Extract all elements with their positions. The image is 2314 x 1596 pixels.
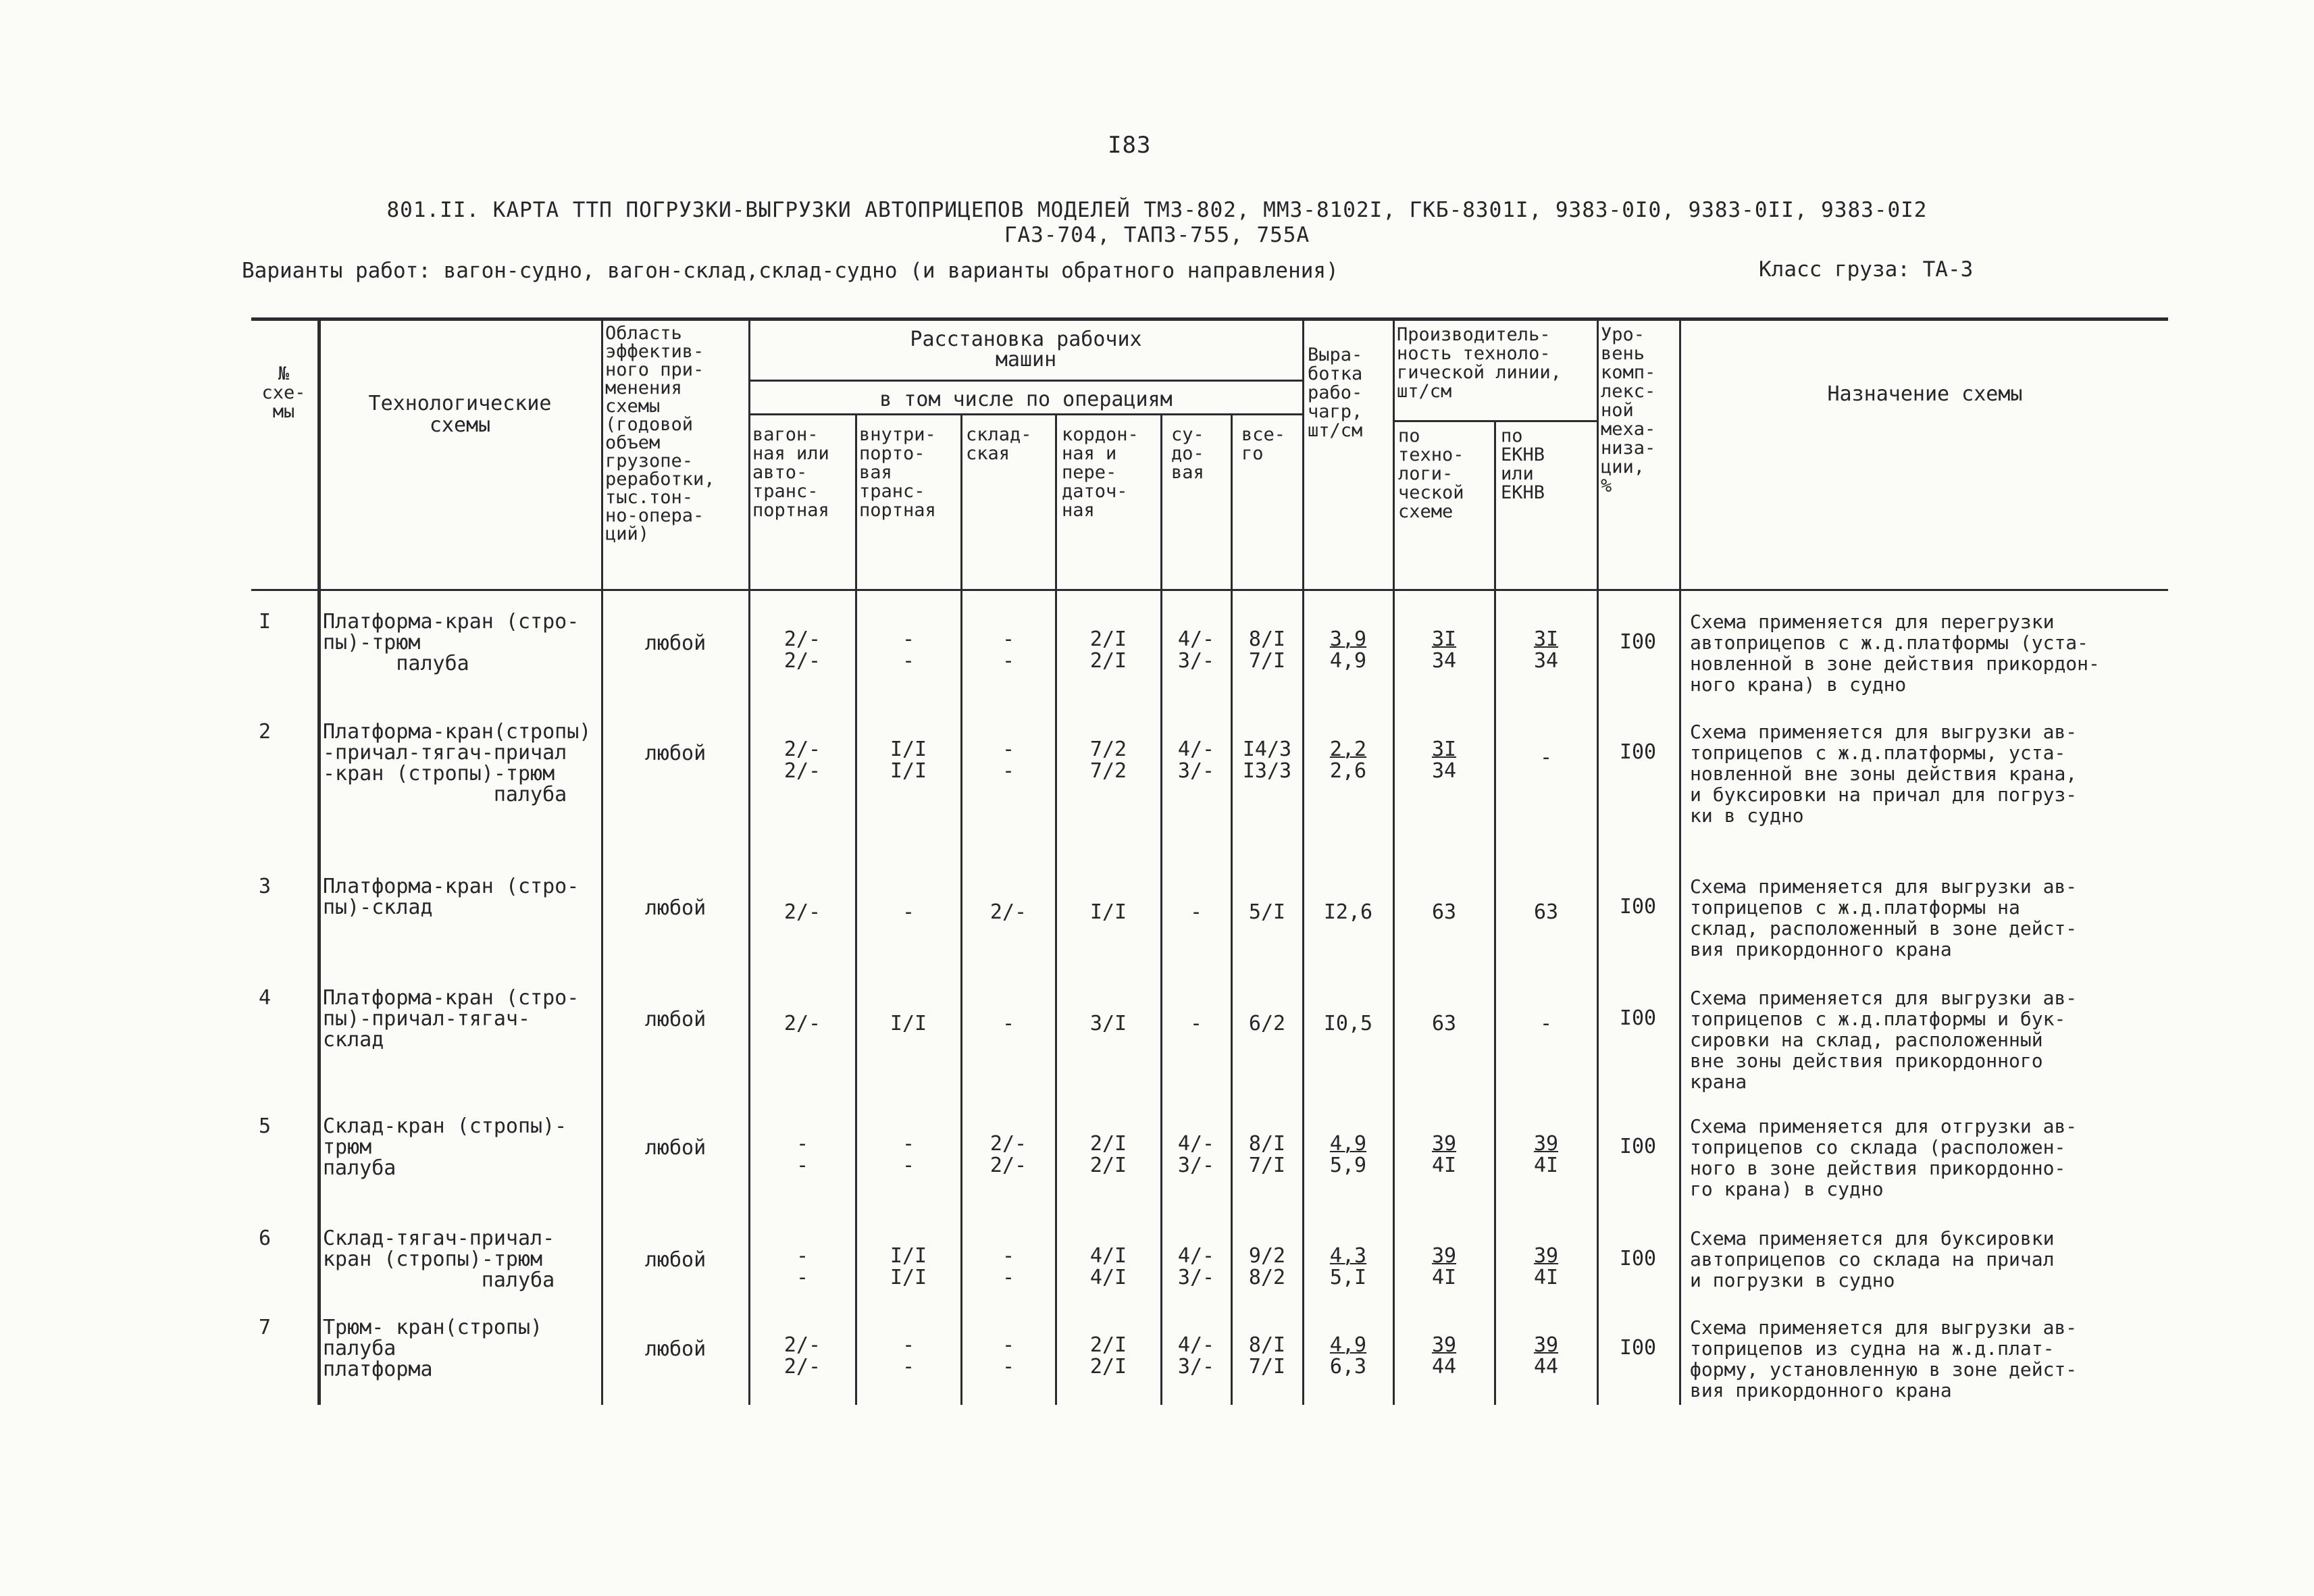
scheme-purpose: Схема применяется для перегрузки автоприцепов с ж.д.платформы (уста- новленной в зоне действия прикордон- ного крана) в судно (1690, 611, 2100, 696)
row-number: I (258, 610, 272, 634)
cell-total (1232, 1013, 1302, 1035)
cordon-value: 7/2 (1089, 759, 1127, 783)
wagon-value: 2/- (783, 738, 821, 761)
work-variants: Варианты работ: вагон-судно, вагон-склад,склад-судно (и варианты обратного направления) (242, 259, 1339, 283)
prod2-value: - (1539, 1012, 1553, 1035)
cell-prod1 (1394, 1013, 1494, 1035)
cell-output (1304, 1133, 1393, 1177)
cell-prod1 (1394, 629, 1494, 672)
cordon-value: I/I (1089, 900, 1127, 924)
ship-value: - (1189, 1012, 1203, 1035)
cell-prod2 (1495, 1335, 1597, 1378)
ship-value: 4/- (1177, 627, 1215, 651)
cell-internal (856, 629, 960, 672)
total-value: I4/3 (1242, 738, 1292, 761)
scheme-text: Склад-кран (стропы)- трюм палуба (323, 1114, 567, 1180)
cell-output (1304, 1335, 1393, 1378)
scheme-purpose: Схема применяется для выгрузки ав- топрицепов с ж.д.платформы и бук- сировки на склад, расположенный вне зоны действия прикордонного крана (1690, 987, 2078, 1093)
cell-prod2 (1495, 1013, 1597, 1035)
scheme-text: Склад-тягач-причал- кран (стропы)-трюм палуба (323, 1227, 555, 1292)
output-value: 4,9 (1329, 649, 1367, 673)
prod2-value: 39 (1533, 1333, 1559, 1357)
total-value: 7/I (1248, 649, 1286, 673)
prod1-value: 44 (1431, 1355, 1457, 1379)
cell-prod2 (1495, 902, 1597, 923)
cell-storage (962, 1013, 1055, 1035)
scheme-text: Платформа-кран(стропы) -причал-тягач-причал -кран (стропы)-трюм палуба (323, 720, 592, 806)
row-number: 2 (258, 720, 272, 744)
cell-ship (1162, 1013, 1231, 1035)
row-number: 3 (258, 875, 272, 898)
output-value: 3,9 (1329, 627, 1367, 651)
cell-total (1232, 629, 1302, 672)
header-prod-by-scheme: по техно- логи- ческой схеме (1398, 426, 1464, 522)
cordon-value: 2/I (1089, 1154, 1127, 1177)
mechanization-level: I00 (1619, 1247, 1657, 1270)
page-number: I83 (1108, 132, 1152, 159)
total-value: 8/I (1248, 1132, 1286, 1156)
total-value: 9/2 (1248, 1244, 1286, 1268)
cargo-class: Класс груза: ТА-3 (1759, 257, 1974, 282)
cell-wagon (750, 1245, 855, 1289)
cell-internal (856, 739, 960, 782)
cell-output (1304, 1013, 1393, 1035)
storage-value: - (1002, 1244, 1015, 1268)
cell-storage (962, 902, 1055, 923)
scheme-purpose: Схема применяется для выгрузки ав- топрицепов с ж.д.платформы, уста- новленной вне зоны действия крана, и буксировки на причал для погруз- ки в судно (1690, 721, 2078, 827)
document-title-continued: ГАЗ-704, ТАПЗ-755, 755А (1004, 223, 1310, 247)
cordon-value: 7/2 (1089, 738, 1127, 761)
output-value: 4,3 (1329, 1244, 1367, 1268)
total-value: 6/2 (1248, 1012, 1286, 1035)
cell-output (1304, 739, 1393, 782)
cell-prod1 (1394, 1335, 1494, 1378)
ship-value: 3/- (1177, 649, 1215, 673)
output-value: 5,I (1329, 1266, 1367, 1289)
cell-total (1232, 902, 1302, 923)
wagon-value: - (796, 1266, 809, 1289)
cell-ship (1162, 629, 1231, 672)
output-value: 6,3 (1329, 1355, 1367, 1379)
cell-cordon (1056, 739, 1160, 782)
cell-internal (856, 1013, 960, 1035)
internal-value: I/I (890, 759, 927, 783)
application-area: любой (644, 1248, 706, 1272)
internal-value: I/I (890, 1266, 927, 1289)
cell-storage (962, 1335, 1055, 1378)
cell-storage (962, 1133, 1055, 1177)
prod1-value: 39 (1431, 1132, 1457, 1156)
prod1-value: 63 (1431, 1012, 1457, 1035)
prod2-value: 34 (1533, 649, 1559, 673)
prod2-value: 39 (1533, 1132, 1559, 1156)
application-area: любой (644, 896, 706, 920)
scheme-text: Трюм- кран(стропы) палуба платформа (323, 1316, 543, 1381)
ship-value: 4/- (1177, 1244, 1215, 1268)
cell-prod1 (1394, 1133, 1494, 1177)
cordon-value: 4/I (1089, 1244, 1127, 1268)
storage-value: 2/- (989, 900, 1027, 924)
cell-total (1232, 1245, 1302, 1289)
ship-value: 3/- (1177, 1154, 1215, 1177)
cell-wagon (750, 1133, 855, 1177)
cell-prod1 (1394, 1245, 1494, 1289)
header-output: Выра- ботка рабо- чагр, шт/см (1308, 344, 1363, 441)
wagon-value: - (796, 1154, 809, 1177)
cell-cordon (1056, 902, 1160, 923)
scheme-purpose: Схема применяется для выгрузки ав- топрицепов из судна на ж.д.плат- форму, установленную в зоне дейст- вия прикордонного крана (1690, 1316, 2078, 1401)
internal-value: - (902, 1333, 915, 1357)
header-op-ship: су- до- вая (1171, 424, 1204, 483)
ship-value: - (1189, 900, 1203, 924)
cell-internal (856, 1245, 960, 1289)
cell-prod1 (1394, 739, 1494, 782)
prod2-value: 4I (1533, 1266, 1559, 1289)
output-value: I2,6 (1323, 900, 1373, 924)
wagon-value: - (796, 1132, 809, 1156)
prod2-value: 63 (1533, 900, 1559, 924)
total-value: 8/I (1248, 1333, 1286, 1357)
cell-wagon (750, 629, 855, 672)
prod2-value: 44 (1533, 1355, 1559, 1379)
application-area: любой (644, 1136, 706, 1160)
wagon-value: 2/- (783, 759, 821, 783)
mechanization-level: I00 (1619, 1006, 1657, 1030)
cordon-value: 2/I (1089, 627, 1127, 651)
total-value: I3/3 (1242, 759, 1292, 783)
cell-total (1232, 1133, 1302, 1177)
header-technological-schemes: Технологические схемы (368, 392, 552, 437)
row-number: 5 (258, 1114, 272, 1138)
header-op-wagon: вагон- ная или авто- транс- портная (752, 424, 829, 521)
cell-total (1232, 739, 1302, 782)
internal-value: - (902, 627, 915, 651)
cell-ship (1162, 739, 1231, 782)
internal-value: I/I (890, 1244, 927, 1268)
output-value: 4,9 (1329, 1333, 1367, 1357)
ship-value: 4/- (1177, 1132, 1215, 1156)
output-value: 4,9 (1329, 1132, 1367, 1156)
output-value: 5,9 (1329, 1154, 1367, 1177)
application-area: любой (644, 742, 706, 765)
prod2-value: 4I (1533, 1154, 1559, 1177)
header-scheme-number: № схе- мы (261, 363, 306, 422)
cell-storage (962, 739, 1055, 782)
total-value: 8/2 (1248, 1266, 1286, 1289)
cell-cordon (1056, 1245, 1160, 1289)
internal-value: - (902, 900, 915, 924)
cell-internal (856, 1133, 960, 1177)
cell-output (1304, 902, 1393, 923)
header-mechanization-level: Уро- вень комп- лекс- ной меха- низа- ции, % (1601, 324, 1656, 496)
mechanization-level: I00 (1619, 1135, 1657, 1158)
prod1-value: 3I (1431, 627, 1457, 651)
cell-prod2 (1495, 747, 1597, 769)
storage-value: - (1002, 738, 1015, 761)
scheme-purpose: Схема применяется для отгрузки ав- топрицепов со склада (расположен- ного в зоне действия прикордонно- го крана) в судно (1690, 1115, 2078, 1200)
cell-output (1304, 629, 1393, 672)
cordon-value: 3/I (1089, 1012, 1127, 1035)
cell-cordon (1056, 1013, 1160, 1035)
internal-value: - (902, 1154, 915, 1177)
scheme-purpose: Схема применяется для выгрузки ав- топрицепов с ж.д.платформы на склад, расположенный в зоне дейст- вия прикордонного крана (1690, 875, 2078, 960)
wagon-value: - (796, 1244, 809, 1268)
cell-cordon (1056, 1335, 1160, 1378)
ship-value: 3/- (1177, 759, 1215, 783)
mechanization-level: I00 (1619, 740, 1657, 764)
cordon-value: 2/I (1089, 1333, 1127, 1357)
scheme-text: Платформа-кран (стро- пы)-причал-тягач- склад (323, 986, 580, 1052)
storage-value: - (1002, 649, 1015, 673)
total-value: 8/I (1248, 627, 1286, 651)
scheme-text: Платформа-кран (стро- пы)-трюм палуба (323, 610, 580, 675)
total-value: 7/I (1248, 1355, 1286, 1379)
wagon-value: 2/- (783, 649, 821, 673)
wagon-value: 2/- (783, 1012, 821, 1035)
cell-cordon (1056, 1133, 1160, 1177)
prod1-value: 39 (1431, 1333, 1457, 1357)
application-area: любой (644, 632, 706, 655)
header-purpose: Назначение схемы (1827, 382, 2023, 406)
header-op-cordon: кордон- ная и пере- даточ- ная (1062, 424, 1139, 521)
storage-value: - (1002, 1333, 1015, 1357)
application-area: любой (644, 1008, 706, 1031)
output-value: 2,2 (1329, 738, 1367, 761)
cordon-value: 4/I (1089, 1266, 1127, 1289)
document-title: 801.II. КАРТА ТТП ПОГРУЗКИ-ВЫГРУЗКИ АВТОПРИЦЕПОВ МОДЕЛЕЙ ТМЗ-802, ММЗ-8102I, ГКБ-8301I, 9383-0I0, 9383-0II, 9383-0I2 (386, 198, 1928, 222)
cell-prod2 (1495, 1245, 1597, 1289)
ship-value: 4/- (1177, 738, 1215, 761)
header-machine-placement: Расстановка рабочих машин (910, 328, 1142, 371)
output-value: I0,5 (1323, 1012, 1373, 1035)
cordon-value: 2/I (1089, 649, 1127, 673)
mechanization-level: I00 (1619, 1336, 1657, 1360)
header-op-internal: внутри- порто- вая транс- портная (859, 424, 936, 521)
wagon-value: 2/- (783, 1355, 821, 1379)
wagon-value: 2/- (783, 1333, 821, 1357)
cell-ship (1162, 1245, 1231, 1289)
header-op-total: все- го (1241, 424, 1286, 464)
mechanization-level: I00 (1619, 895, 1657, 919)
cell-prod2 (1495, 1133, 1597, 1177)
cell-storage (962, 629, 1055, 672)
ship-value: 3/- (1177, 1355, 1215, 1379)
cell-output (1304, 1245, 1393, 1289)
internal-value: - (902, 1132, 915, 1156)
cell-wagon (750, 1013, 855, 1035)
prod1-value: 4I (1431, 1266, 1457, 1289)
prod2-value: 39 (1533, 1244, 1559, 1268)
header-by-operations: в том числе по операциям (879, 388, 1173, 411)
storage-value: - (1002, 627, 1015, 651)
internal-value: - (902, 649, 915, 673)
storage-value: - (1002, 1012, 1015, 1035)
row-number: 4 (258, 986, 272, 1010)
mechanization-level: I00 (1619, 630, 1657, 654)
cell-prod1 (1394, 902, 1494, 923)
cell-storage (962, 1245, 1055, 1289)
cell-wagon (750, 902, 855, 923)
storage-value: 2/- (989, 1132, 1027, 1156)
ship-value: 3/- (1177, 1266, 1215, 1289)
output-value: 2,6 (1329, 759, 1367, 783)
cell-ship (1162, 1133, 1231, 1177)
prod1-value: 4I (1431, 1154, 1457, 1177)
internal-value: I/I (890, 1012, 927, 1035)
cell-ship (1162, 1335, 1231, 1378)
total-value: 5/I (1248, 900, 1286, 924)
prod1-value: 34 (1431, 649, 1457, 673)
cell-ship (1162, 902, 1231, 923)
cell-wagon (750, 739, 855, 782)
header-op-storage: склад- ская (966, 424, 1032, 464)
storage-value: - (1002, 1266, 1015, 1289)
ship-value: 4/- (1177, 1333, 1215, 1357)
cell-prod2 (1495, 629, 1597, 672)
total-value: 7/I (1248, 1154, 1286, 1177)
prod1-value: 34 (1431, 759, 1457, 783)
cordon-value: 2/I (1089, 1355, 1127, 1379)
row-number: 6 (258, 1227, 272, 1250)
storage-value: - (1002, 759, 1015, 783)
wagon-value: 2/- (783, 900, 821, 924)
storage-value: 2/- (989, 1154, 1027, 1177)
scheme-text: Платформа-кран (стро- пы)-склад (323, 875, 580, 919)
cell-wagon (750, 1335, 855, 1378)
storage-value: - (1002, 1355, 1015, 1379)
row-number: 7 (258, 1316, 272, 1339)
internal-value: I/I (890, 738, 927, 761)
header-productivity: Производитель- ность техноло- гической линии, шт/см (1397, 324, 1562, 402)
prod2-value: - (1539, 746, 1553, 769)
cell-total (1232, 1335, 1302, 1378)
cordon-value: 2/I (1089, 1132, 1127, 1156)
prod1-value: 39 (1431, 1244, 1457, 1268)
prod1-value: 3I (1431, 738, 1457, 761)
prod2-value: 3I (1533, 627, 1559, 651)
header-application-area: Область эффектив- ного при- менения схемы (годовой объем грузопе- реработки, тыс.тон- но-опера- ций) (605, 323, 715, 544)
scheme-purpose: Схема применяется для буксировки автоприцепов со склада на причал и погрузки в судно (1690, 1227, 2055, 1291)
internal-value: - (902, 1355, 915, 1379)
application-area: любой (644, 1337, 706, 1361)
cell-cordon (1056, 629, 1160, 672)
wagon-value: 2/- (783, 627, 821, 651)
header-prod-by-ekhv: по ЕКНВ или ЕКНВ (1501, 426, 1545, 503)
cell-internal (856, 902, 960, 923)
cell-internal (856, 1335, 960, 1378)
prod1-value: 63 (1431, 900, 1457, 924)
